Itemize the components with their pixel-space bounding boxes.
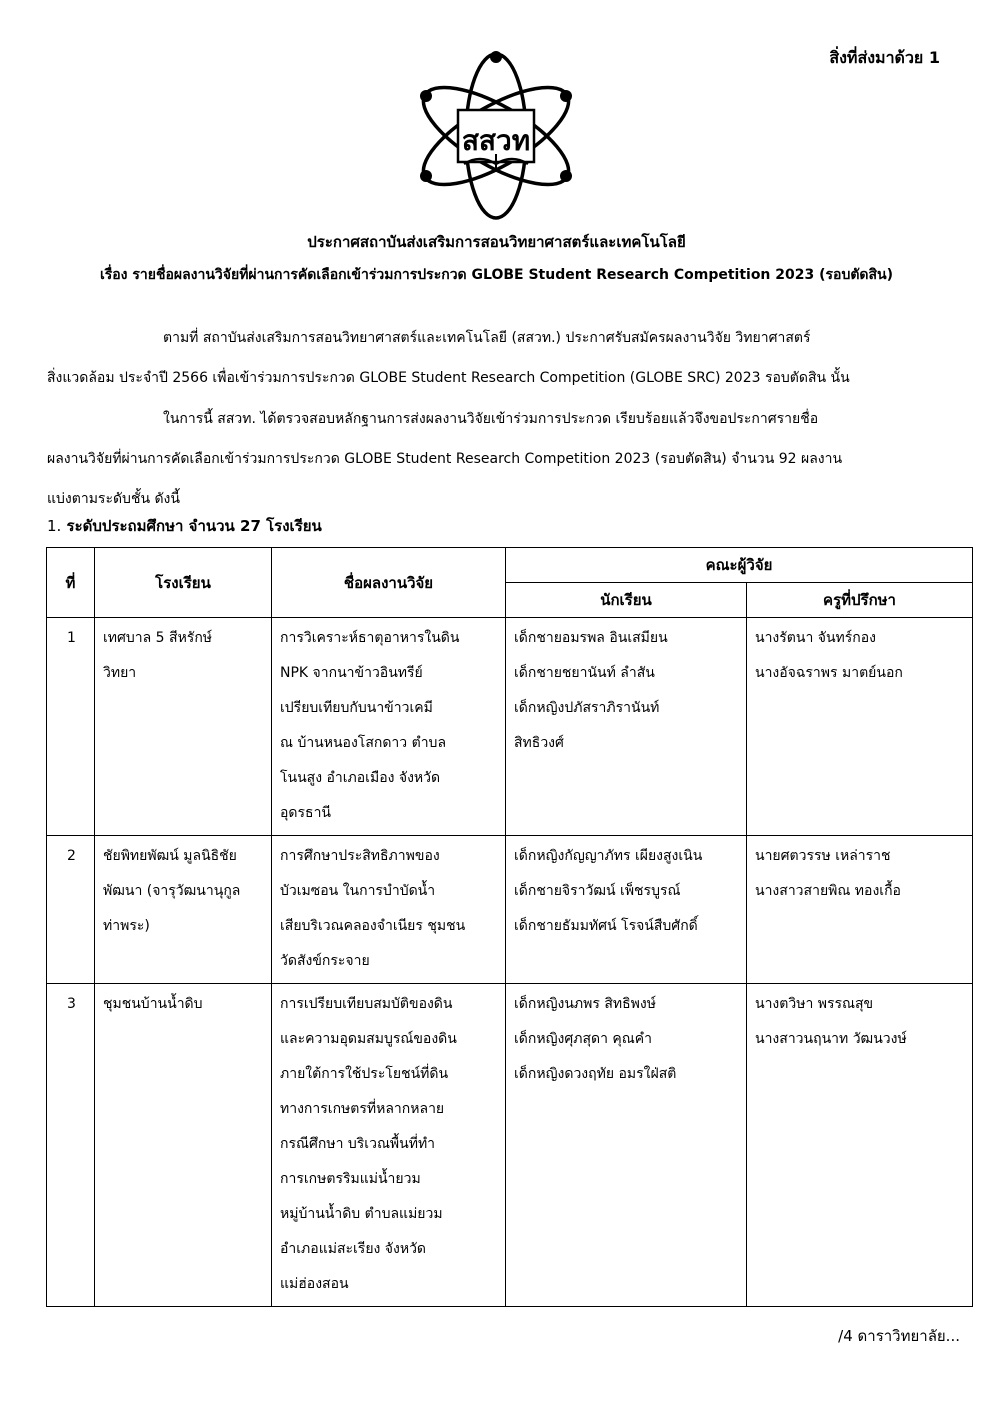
cell-research <box>272 618 506 836</box>
advisors-line: นางสาวสายพิณ ทองเกื้อ <box>755 883 901 899</box>
cell-research <box>272 984 506 1307</box>
row-number: 3 <box>47 984 95 1307</box>
section-number: 1. <box>47 517 62 535</box>
header-team: คณะผู้วิจัย <box>506 548 973 583</box>
research-line: เปรียบเทียบกับนาข้าวเคมี <box>280 700 433 716</box>
logo-text: สสวท <box>461 124 531 157</box>
research-line: การเปรียบเทียบสมบัติของดิน <box>280 996 453 1012</box>
students-line: เด็กชายธัมมทัศน์ โรจน์สืบศักดิ์ <box>514 918 698 934</box>
school-line: พัฒนา (จารุวัฒนานุกูล <box>103 883 241 899</box>
research-line: วัดสังข์กระจาย <box>280 953 370 969</box>
paragraph-result-line3: แบ่งตามระดับชั้น ดังนี้ <box>47 491 180 507</box>
announcement-subject: เรื่อง รายชื่อผลงานวิจัยที่ผ่านการคัดเลือกเข้าร่วมการประกวด GLOBE Student Research Competition 2023 (รอบตัดสิน) <box>99 267 894 283</box>
header-school: โรงเรียน <box>95 548 272 618</box>
atom-emblem-icon <box>418 50 574 222</box>
cell-students <box>506 984 747 1307</box>
research-line: โนนสูง อำเภอเมือง จังหวัด <box>280 770 441 786</box>
table-row <box>47 984 973 1307</box>
research-line: การเกษตรริมแม่น้ำยวม <box>280 1171 421 1187</box>
cell-advisors <box>747 984 973 1307</box>
research-line: อุดรธานี <box>280 805 331 821</box>
school-line: ท่าพระ) <box>103 918 150 934</box>
advisors-line: นางอัจฉราพร มาตย์นอก <box>755 665 903 681</box>
school-line: ชุมชนบ้านน้ำดิบ <box>103 996 203 1012</box>
header-no: ที่ <box>47 548 95 618</box>
research-line: การศึกษาประสิทธิภาพของ <box>280 848 440 864</box>
research-line: แม่ฮ่องสอน <box>280 1276 349 1292</box>
students-line: เด็กหญิงกัญญาภัทร เผียงสูงเนิน <box>514 848 703 864</box>
research-line: NPK จากนาข้าวอินทรีย์ <box>280 665 423 681</box>
school-line: เทศบาล 5 สีหรักษ์ <box>103 630 213 646</box>
paragraph-intro-line1: ตามที่ สถาบันส่งเสริมการสอนวิทยาศาสตร์และเทคโนโลยี (สสวท.) ประกาศรับสมัครผลงานวิจัย วิทยาศาสตร์ <box>163 330 811 346</box>
students-line: เด็กหญิงศุภสุดา คุณคำ <box>514 1031 652 1047</box>
cell-school <box>95 618 272 836</box>
students-line: เด็กชายอมรพล อินเสมียน <box>514 630 668 646</box>
research-line: ทางการเกษตรที่หลากหลาย <box>280 1101 445 1117</box>
cell-school <box>95 836 272 984</box>
cell-advisors <box>747 836 973 984</box>
research-line: อำเภอแม่สะเรียง จังหวัด <box>280 1241 427 1257</box>
advisors-line: นายศตวรรษ เหล่าราช <box>755 848 891 864</box>
students-line: เด็กชายชยานันท์ ลำสัน <box>514 665 655 681</box>
research-line: บัวเมซอน ในการบำบัดน้ำ <box>280 883 436 899</box>
students-line: เด็กหญิงปภัสราภิรานันท์ <box>514 700 660 716</box>
announcement-title: ประกาศสถาบันส่งเสริมการสอนวิทยาศาสตร์และเทคโนโลยี <box>307 233 686 251</box>
section-heading <box>47 514 322 538</box>
advisors-line: นางสาวนฤนาท วัฒนวงษ์ <box>755 1031 907 1047</box>
row-number: 1 <box>47 618 95 836</box>
paragraph-result <box>47 399 965 519</box>
research-line: ณ บ้านหนองโสกดาว ตำบล <box>280 735 447 751</box>
advisors-line: นางตวิษา พรรณสุข <box>755 996 874 1012</box>
school-line: วิทยา <box>103 665 137 681</box>
cell-advisors <box>747 618 973 836</box>
ipst-logo <box>418 50 574 222</box>
research-line: การวิเคราะห์ธาตุอาหารในดิน <box>280 630 460 646</box>
header-advisors: ครูที่ปรึกษา <box>747 583 973 618</box>
students-line: เด็กชายจิราวัฒน์ เพ็ชรบูรณ์ <box>514 883 681 899</box>
page-continuation: /4 ดาราวิทยาลัย... <box>838 1327 960 1345</box>
cell-research <box>272 836 506 984</box>
research-line: ภายใต้การใช้ประโยชน์ที่ดิน <box>280 1066 449 1082</box>
students-line: เด็กหญิงนภพร สิทธิพงษ์ <box>514 996 656 1012</box>
header-research: ชื่อผลงานวิจัย <box>272 548 506 618</box>
table-row <box>47 836 973 984</box>
cell-school <box>95 984 272 1307</box>
row-number: 2 <box>47 836 95 984</box>
advisors-line: นางรัตนา จันทร์กอง <box>755 630 877 646</box>
paragraph-result-line1: ในการนี้ สสวท. ได้ตรวจสอบหลักฐานการส่งผลงานวิจัยเข้าร่วมการประกวด เรียบร้อยแล้วจึงขอประกาศรายชื่อ <box>163 411 819 427</box>
header-students: นักเรียน <box>506 583 747 618</box>
research-line: กรณีศึกษา บริเวณพื้นที่ทำ <box>280 1136 436 1152</box>
paragraph-result-line2: ผลงานวิจัยที่ผ่านการคัดเลือกเข้าร่วมการประกวด GLOBE Student Research Competition 2023 (รอบตัดสิน) จำนวน 92 ผลงาน <box>47 451 843 467</box>
cell-students <box>506 618 747 836</box>
research-line: เสียบริเวณคลองจำเนียร ชุมชน <box>280 918 466 934</box>
paragraph-intro-line2: สิ่งแวดล้อม ประจำปี 2566 เพื่อเข้าร่วมการประกวด GLOBE Student Research Competition (GLOBE SRC) 2023 รอบตัดสิน นั้น <box>47 370 850 386</box>
students-line: สิทธิวงศ์ <box>514 735 564 751</box>
research-line: หมู่บ้านน้ำดิบ ตำบลแม่ยวม <box>280 1206 443 1222</box>
school-line: ชัยพิทยพัฒน์ มูลนิธิชัย <box>103 848 237 864</box>
section-title: ระดับประถมศึกษา จำนวน 27 โรงเรียน <box>66 517 322 535</box>
cell-students <box>506 836 747 984</box>
attachment-label: สิ่งที่ส่งมาด้วย 1 <box>829 48 940 67</box>
students-line: เด็กหญิงดวงฤทัย อมรใฝ่สติ <box>514 1066 677 1082</box>
research-line: และความอุดมสมบูรณ์ของดิน <box>280 1031 457 1047</box>
research-table <box>46 547 973 1307</box>
paragraph-intro <box>47 318 965 398</box>
table-row <box>47 618 973 836</box>
